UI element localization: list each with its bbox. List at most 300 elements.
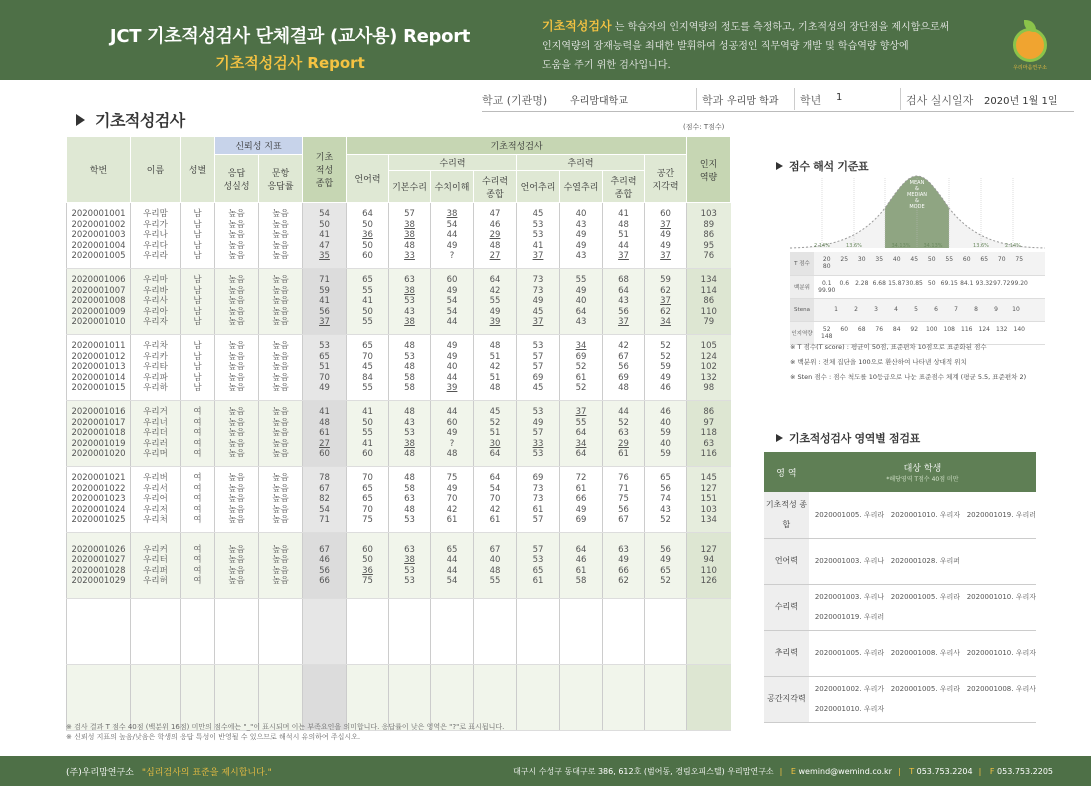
cell-value: 51 (319, 362, 330, 373)
cell-value: 52 (660, 341, 671, 352)
cell-value: 55 (362, 383, 373, 394)
cell-value: 우리서 (143, 483, 168, 494)
cell-reason-total (603, 401, 645, 467)
note-2: ※ 백분위 : 전체 집단을 100으로 환산하여 나타낸 상대적 위치 (790, 358, 967, 366)
cell-value: 61 (319, 428, 330, 439)
date-value: 2020년 1월 1일 (984, 96, 1058, 107)
cell-value: 높음 (228, 362, 245, 373)
cell-value: 43 (404, 417, 415, 428)
cell-basic-math (389, 335, 431, 401)
cell-value: 높음 (228, 515, 245, 526)
cell-value: 53 (404, 515, 415, 526)
cell-value: 44 (446, 230, 458, 241)
school-info-row (482, 86, 1074, 112)
cell-value: 65 (362, 275, 373, 286)
score-value: 20 (822, 256, 831, 264)
cell-value: 42 (489, 285, 501, 296)
cell-value: 37 (575, 407, 587, 418)
brand-logo-icon (1013, 28, 1047, 62)
cell-value: 여 (193, 515, 202, 526)
cell-value: 49 (446, 240, 458, 251)
footnote-2: ※ 신뢰성 지표의 높음/낮음은 학생의 응답 특성이 반영될 수 있으므로 해석시 유의하여 주십시오. (66, 733, 361, 741)
cell-value: 49 (532, 296, 544, 307)
cell-empty (517, 599, 560, 665)
cell-spatial (645, 533, 687, 599)
cell-value: 94 (703, 555, 715, 565)
cell-value: 63 (703, 438, 715, 449)
area-student-line: 2020001010. 우리자 (814, 705, 885, 713)
cell-value: 50 (362, 306, 373, 317)
area-check-title-text: 기초적성검사 영역별 점검표 (789, 432, 920, 445)
cell-value: 43 (618, 296, 629, 307)
col-language: 언어력 (347, 155, 389, 203)
cell-empty (181, 599, 215, 665)
cell-value: 145 (700, 473, 717, 484)
cell-value: 높음 (228, 555, 245, 565)
area-name: 기초적성 종합 (764, 492, 809, 538)
cell-value: 48 (489, 383, 501, 394)
cell-value: 51 (489, 372, 501, 383)
cell-value: 2020001015 (71, 383, 126, 394)
cell-value: 52 (660, 351, 671, 362)
cell-value: 높음 (272, 240, 289, 251)
cell-value: 118 (700, 428, 717, 439)
cell-value: 60 (362, 449, 373, 460)
cell-value: 78 (319, 473, 330, 484)
cell-value: 56 (618, 306, 629, 317)
cell-value: 53 (532, 230, 544, 241)
col-cognitive: 인지 역량 (687, 137, 731, 203)
section-title (76, 108, 185, 131)
cell-value: 86 (703, 296, 715, 307)
area-row (764, 492, 1036, 538)
score-value: 70 (997, 256, 1006, 264)
cell-empty (347, 599, 389, 665)
score-value: 80 (822, 263, 831, 271)
cell-value: 47 (489, 209, 501, 220)
cell-value: 49 (575, 504, 587, 515)
cell-value: 64 (362, 209, 373, 220)
col-sex: 성별 (181, 137, 215, 203)
cell-value: 33 (532, 438, 544, 449)
cell-value: 70 (489, 494, 501, 505)
cell-value: 56 (319, 306, 330, 317)
cell-value: 76 (618, 473, 629, 484)
cell-value: 49 (660, 372, 671, 383)
cell-value: 높음 (228, 494, 245, 505)
cell-value: 50 (362, 417, 373, 428)
score-value: 9 (994, 306, 998, 313)
cell-cognitive (687, 533, 731, 599)
cell-numeric (431, 533, 474, 599)
score-value: 124 (978, 325, 990, 333)
cell-empty (517, 665, 560, 731)
cell-value: 2020001006 (71, 275, 126, 286)
cell-numeric (431, 467, 474, 533)
cell-value: 43 (575, 251, 587, 262)
cell-value: 남 (193, 251, 202, 262)
cell-basic-math (389, 203, 431, 269)
score-conversion-table (790, 252, 1045, 345)
cell-seq-reason (560, 269, 603, 335)
score-value: 68 (857, 325, 866, 333)
cell-value: 40 (575, 209, 587, 220)
cell-value: 높음 (228, 438, 245, 449)
cell-value: 52 (618, 417, 629, 428)
score-row-label: 인지역량 (790, 321, 814, 344)
cell-value: 여 (193, 417, 202, 428)
cell-total (303, 401, 347, 467)
cell-value: 여 (193, 565, 202, 576)
cell-numeric (431, 269, 474, 335)
cell-value: 64 (489, 449, 501, 460)
cell-value: 여 (193, 449, 202, 460)
cell-value: 53 (404, 565, 415, 576)
area-students (809, 538, 1036, 584)
cell-value: 높음 (228, 209, 245, 220)
col-numeric: 수치이해 (431, 171, 474, 203)
cell-value: 44 (446, 407, 458, 418)
cell-value: 40 (660, 438, 671, 449)
cell-value: 46 (319, 555, 330, 565)
area-students (809, 676, 1036, 722)
cell-value: 우리거 (143, 407, 168, 418)
cell-value: 40 (660, 417, 671, 428)
cell-value: 높음 (272, 483, 289, 494)
cell-math-total (474, 401, 517, 467)
area-row (764, 584, 1036, 630)
cell-value: 67 (618, 351, 629, 362)
cell-value: 높음 (228, 417, 245, 428)
area-student-line: 2020001003. 우리나 2020001028. 우리퍼 (814, 557, 961, 565)
cell-sincerity (215, 203, 259, 269)
cell-value: 높음 (228, 341, 245, 352)
cell-value: 110 (700, 306, 717, 317)
org-name: (주)우리맘연구소 (66, 768, 134, 778)
cell-value: 58 (404, 383, 415, 394)
cell-reason-total (603, 269, 645, 335)
report-title: JCT 기초적성검사 단체결과 (교사용) Report (109, 26, 471, 47)
cell-value: 61 (532, 504, 544, 515)
cell-total (303, 335, 347, 401)
cell-value: 71 (618, 483, 629, 494)
cell-value: 우리퍼 (143, 565, 168, 576)
cell-value: 72 (575, 473, 587, 484)
desc-rest: 는 학습자의 인지역량의 정도를 측정하고, 기초적성의 장단점을 제시함으로써 (611, 22, 950, 33)
cell-value: 127 (700, 544, 717, 555)
cell-value: 56 (618, 362, 629, 373)
col-seq-reason: 수열추리 (560, 171, 603, 203)
cell-seq-reason (560, 467, 603, 533)
cell-empty (215, 665, 259, 731)
col-name: 이름 (131, 137, 181, 203)
cell-value: 61 (489, 515, 501, 526)
cell-value: 61 (575, 372, 587, 383)
cell-value: ? (449, 438, 455, 449)
cell-numeric (431, 203, 474, 269)
cell-value: 49 (532, 417, 544, 428)
score-value: 0.6 (839, 279, 850, 287)
cell-value: 37 (618, 317, 629, 328)
cell-value: 38 (404, 230, 415, 241)
col-spatial: 공간 지각력 (645, 155, 687, 203)
cell-value: 53 (532, 407, 544, 418)
cell-empty (687, 665, 731, 731)
cell-value: 높음 (272, 285, 289, 296)
cell-total (303, 203, 347, 269)
cell-value: 37 (660, 251, 671, 262)
cell-value: 여 (193, 504, 202, 515)
cell-value: 49 (660, 555, 671, 565)
table-row-group (67, 203, 731, 269)
cell-value: 우리버 (143, 473, 168, 484)
tel-label: T (909, 767, 915, 776)
cell-value: 70 (446, 494, 458, 505)
score-value: 140 (1013, 325, 1025, 333)
cell-value: 높음 (228, 317, 245, 328)
cell-seq-reason (560, 335, 603, 401)
cell-response-rate (259, 269, 303, 335)
cell-value: 51 (489, 428, 501, 439)
cell-empty (303, 599, 347, 665)
cell-value: 53 (532, 219, 544, 230)
cell-value: 46 (575, 555, 587, 565)
cell-cognitive (687, 203, 731, 269)
cell-value: 98 (703, 383, 715, 394)
cell-value: 남 (193, 240, 202, 251)
score-value: 50 (927, 256, 936, 264)
cell-value: 57 (532, 428, 544, 439)
cell-value: 2020001019 (71, 438, 126, 449)
note-1: ※ T 점수(T score) : 평균이 50점, 표준편차 10점으로 표준화된 점수 (790, 343, 987, 351)
col-sincerity: 응답 성실성 (215, 155, 259, 203)
cell-value: 38 (404, 555, 415, 565)
cell-value: 49 (575, 285, 587, 296)
cell-value: 높음 (228, 296, 245, 307)
area-row (764, 676, 1036, 722)
cell-spatial (645, 203, 687, 269)
cell-value: 2020001010 (71, 317, 126, 328)
desc-line3: 도움을 주기 위한 검사입니다. (542, 60, 671, 71)
cell-student-id (67, 269, 131, 335)
cell-value: 우리처 (143, 515, 168, 526)
cell-value: 54 (446, 576, 458, 586)
curve-label: MEAN & MEDIAN & MODE (907, 180, 927, 210)
cell-value: 45 (532, 306, 544, 317)
triangle-bullet-icon (76, 114, 85, 126)
cell-value: 49 (446, 483, 458, 494)
cell-value: 70 (362, 351, 373, 362)
cell-value: 우리더 (143, 428, 168, 439)
dept-label: 학과 (702, 94, 724, 107)
cell-value: 52 (660, 576, 671, 586)
cell-value: 60 (660, 209, 671, 220)
cell-value: 58 (404, 372, 415, 383)
cell-value: 60 (362, 251, 373, 262)
cell-numeric (431, 401, 474, 467)
score-row-label: 백분위 (790, 275, 814, 298)
cell-cognitive (687, 269, 731, 335)
cell-value: 37 (532, 317, 544, 328)
cell-sex (181, 203, 215, 269)
cell-value: 여 (193, 576, 202, 586)
cell-value: 56 (660, 483, 671, 494)
logo-text: 우리마음연구소 (1013, 65, 1047, 71)
cell-value: 높음 (272, 296, 289, 307)
score-value: 93.32 (975, 279, 993, 287)
cell-value: 48 (618, 383, 629, 394)
cell-value: 우리너 (143, 417, 168, 428)
area-students (809, 630, 1036, 676)
cell-value: 82 (319, 494, 330, 505)
cell-value: 68 (618, 275, 629, 286)
area-students (809, 492, 1036, 538)
area-col-students-sub: *해당영역 T점수 40점 미만 (886, 476, 959, 483)
col-reason-total: 추리력 종합 (603, 171, 645, 203)
cell-value: 48 (404, 449, 415, 460)
section-title-text: 기초적성검사 (95, 111, 185, 130)
email-label: E (790, 767, 796, 776)
area-student-line: 2020001019. 우리러 (814, 613, 885, 621)
cell-value: 48 (404, 407, 415, 418)
cell-spatial (645, 269, 687, 335)
cell-student-id (67, 401, 131, 467)
grade-label: 학년 (800, 94, 822, 107)
cell-verbal-reason (517, 269, 560, 335)
cell-value: 65 (362, 483, 373, 494)
score-value: 2 (854, 306, 858, 313)
cell-value: 56 (660, 544, 671, 555)
cell-value: 55 (362, 285, 373, 296)
score-value: 25 (840, 256, 849, 264)
cell-value: 2020001002 (71, 219, 126, 230)
pct-label: 2.14% (1005, 243, 1021, 249)
cell-value: 69 (618, 372, 629, 383)
cell-empty (474, 599, 517, 665)
score-value: 0.1 (821, 279, 832, 287)
cell-value: 높음 (272, 565, 289, 576)
cell-value: 38 (404, 219, 415, 230)
table-row-empty (67, 599, 731, 665)
cell-value: 84 (362, 372, 373, 383)
cell-value: 48 (489, 341, 501, 352)
cell-student-id (67, 533, 131, 599)
cell-value: 33 (404, 251, 415, 262)
cell-value: 높음 (272, 473, 289, 484)
cell-value: 높음 (272, 407, 289, 418)
cell-value: 48 (404, 240, 415, 251)
cell-value: 2020001028 (71, 565, 126, 576)
cell-language (347, 269, 389, 335)
cell-empty (67, 665, 131, 731)
cell-value: 53 (404, 351, 415, 362)
cell-value: 40 (575, 296, 587, 307)
cell-value: 70 (362, 504, 373, 515)
cell-value: 60 (446, 275, 458, 286)
cell-value: 높음 (228, 473, 245, 484)
area-name: 언어력 (764, 538, 809, 584)
cell-value: 51 (489, 351, 501, 362)
cell-value: 2020001001 (71, 209, 126, 220)
cell-value: 55 (489, 296, 501, 307)
cell-value: 62 (618, 576, 629, 586)
cell-value: 남 (193, 351, 202, 362)
email[interactable]: wemind@wemind.co.kr (798, 767, 892, 776)
cell-verbal-reason (517, 335, 560, 401)
cell-value: 59 (660, 362, 671, 373)
cell-verbal-reason (517, 203, 560, 269)
cell-value: 38 (446, 209, 458, 220)
cell-value: 남 (193, 275, 202, 286)
score-guide-title-text: 점수 해석 기준표 (789, 160, 869, 173)
cell-value: 우리커 (143, 544, 168, 555)
score-row-label: Stena (790, 298, 814, 321)
cell-value: 2020001025 (71, 515, 126, 526)
cell-value: 63 (404, 275, 415, 286)
score-row (790, 298, 1045, 321)
school-label: 학교 (기관명) (482, 94, 548, 107)
cell-value: 여 (193, 555, 202, 565)
cell-name (131, 269, 181, 335)
cell-value: 30 (489, 438, 501, 449)
cell-value: 높음 (228, 544, 245, 555)
area-col-students (809, 452, 1036, 492)
cell-value: 40 (446, 362, 458, 373)
cell-value: 52 (660, 515, 671, 526)
cell-value: 48 (404, 362, 415, 373)
report-subtitle: 기초적성검사 Report (215, 54, 365, 72)
cell-value: 65 (532, 565, 544, 576)
col-verbal-reason: 언어추리 (517, 171, 560, 203)
cell-value: 73 (532, 275, 544, 286)
cell-value: 우리맘 (143, 209, 168, 220)
score-value: 10 (1012, 306, 1020, 313)
cell-value: 우리라 (143, 251, 168, 262)
cell-value: 41 (319, 296, 330, 307)
cell-value: 49 (618, 555, 629, 565)
cell-value: 63 (618, 544, 629, 555)
cell-student-id (67, 335, 131, 401)
cell-value: 48 (404, 473, 415, 484)
cell-empty (603, 665, 645, 731)
cell-value: 남 (193, 296, 202, 307)
score-value: 132 (996, 325, 1008, 333)
results-table (66, 136, 731, 731)
cell-value: 70 (319, 372, 330, 383)
cell-value: 높음 (228, 407, 245, 418)
cell-total (303, 533, 347, 599)
cell-value: 45 (532, 383, 544, 394)
cell-value: 63 (404, 544, 415, 555)
cell-value: 45 (532, 209, 544, 220)
cell-value: 51 (618, 230, 629, 241)
cell-response-rate (259, 467, 303, 533)
cell-value: 49 (446, 285, 458, 296)
cell-value: 57 (532, 362, 544, 373)
normal-curve-diagram (790, 168, 1045, 253)
cell-name (131, 533, 181, 599)
pct-label: 2.14% (814, 243, 830, 249)
cell-value: 42 (618, 341, 629, 352)
address: 대구시 수성구 동대구로 386, 612호 (범어동, 경림오피스텔) 우리맘연구소 (513, 767, 774, 776)
cell-value: 41 (362, 407, 373, 418)
cell-value: 48 (404, 504, 415, 515)
cell-spatial (645, 401, 687, 467)
cell-value: 151 (700, 494, 717, 505)
cell-value: 63 (618, 428, 629, 439)
cell-value: 높음 (228, 372, 245, 383)
cell-value: 48 (489, 240, 501, 251)
